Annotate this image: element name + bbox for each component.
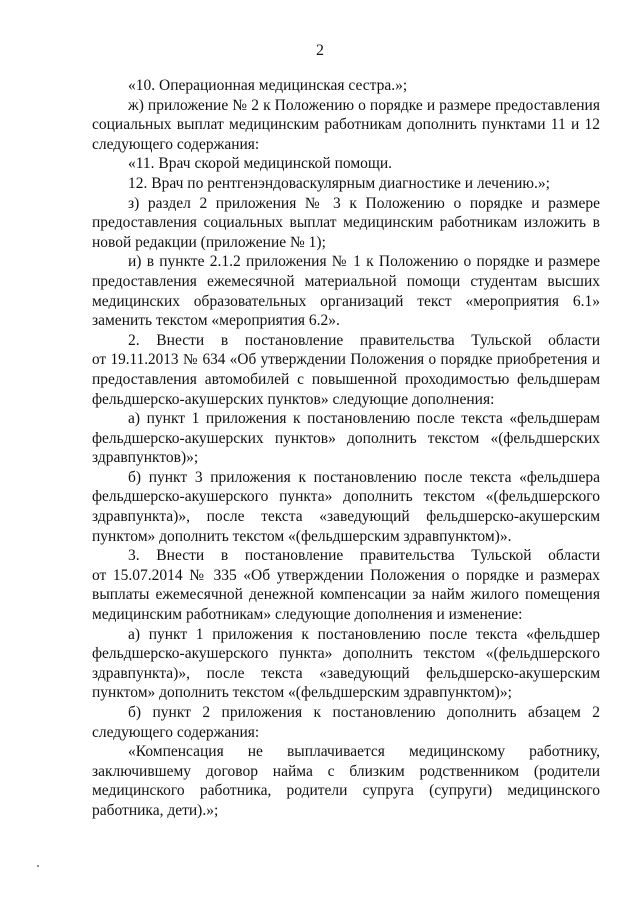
text-line: 2. Внести в постановление правительства Тульской области <box>128 331 600 349</box>
scan-speck <box>37 865 39 867</box>
text-line: пунктом» дополнить текстом «(фельдшерским здравпунктом)». <box>92 527 512 545</box>
text-line: здравпункта)», после текста «заведующий фельдшерско-акушерским <box>92 508 600 526</box>
text-line: «11. Врач скорой медицинской помощи. <box>128 155 392 173</box>
text-line: медицинских образовательных организаций текст «мероприятия 6.1» <box>92 292 600 310</box>
text-line: фельдшерско-акушерских пунктов» дополнить текстом «(фельдшерских <box>92 429 600 447</box>
text-line: здравпункта)», после текста «заведующий фельдшерско-акушерским <box>92 664 600 682</box>
text-line: з) раздел 2 приложения № 3 к Положению о порядке и размере <box>128 194 600 212</box>
text-line: 3. Внести в постановление правительства Тульской области <box>128 547 600 565</box>
text-line: 12. Врач по рентгенэндоваскулярным диагностике и лечению.»; <box>128 174 550 192</box>
text-line: «10. Операционная медицинская сестра.»; <box>128 77 408 94</box>
text-line: предоставления автомобилей с повышенной проходимостью фельдшерам <box>92 370 600 388</box>
text-line: б) пункт 3 приложения к постановлению после текста «фельдшера <box>128 468 600 486</box>
text-line: «Компенсация не выплачивается медицинскому работнику, <box>128 743 600 761</box>
page-number: 2 <box>316 42 324 59</box>
text-line: заменить текстом «мероприятия 6.2». <box>92 312 340 330</box>
text-line: от 15.07.2014 № 335 «Об утверждении Положения о порядке и размерах <box>92 566 600 584</box>
text-line: а) пункт 1 приложения к постановлению после текста «фельдшерам <box>128 410 600 428</box>
text-line: предоставления социальных выплат медицинским работникам изложить в <box>92 214 600 232</box>
text-line: фельдшерско-акушерского пункта» дополнить текстом «(фельдшерского <box>92 488 600 506</box>
document-body <box>92 76 600 821</box>
text-line: от 19.11.2013 № 634 «Об утверждении Положения о порядке приобретения и <box>92 351 600 369</box>
text-line: здравпунктов)»; <box>92 449 199 467</box>
text-line: выплаты ежемесячной денежной компенсации за найм жилого помещения <box>92 586 600 604</box>
text-line: пунктом» дополнить текстом «(фельдшерским здравпунктом)»; <box>92 684 512 702</box>
text-line: заключившему договор найма с близким родственником (родители <box>92 762 600 780</box>
text-line: а) пункт 1 приложения к постановлению после текста «фельдшер <box>128 625 600 643</box>
text-line: следующего содержания: <box>92 723 260 741</box>
text-line: ж) приложение № 2 к Положению о порядке и размере предоставления <box>128 96 600 114</box>
text-line: работника, дети).»; <box>92 801 219 819</box>
text-line: социальных выплат медицинским работникам дополнить пунктами 11 и 12 <box>92 116 600 134</box>
text-line: медицинского работника, родители супруга (супруги) медицинского <box>92 782 600 800</box>
text-line: предоставления ежемесячной материальной помощи студентам высших <box>92 272 600 290</box>
text-line: медицинским работникам» следующие дополнения и изменение: <box>92 606 523 624</box>
text-line: и) в пункте 2.1.2 приложения № 1 к Положению о порядке и размере <box>128 253 600 271</box>
text-line: новой редакции (приложение № 1); <box>92 233 326 251</box>
text-line: фельдшерско-акушерского пункта» дополнить текстом «(фельдшерского <box>92 645 600 663</box>
text-line: следующего содержания: <box>92 135 260 153</box>
text-line: б) пункт 2 приложения к постановлению дополнить абзацем 2 <box>128 704 600 721</box>
text-line: фельдшерско-акушерских пунктов» следующие дополнения: <box>92 390 495 408</box>
